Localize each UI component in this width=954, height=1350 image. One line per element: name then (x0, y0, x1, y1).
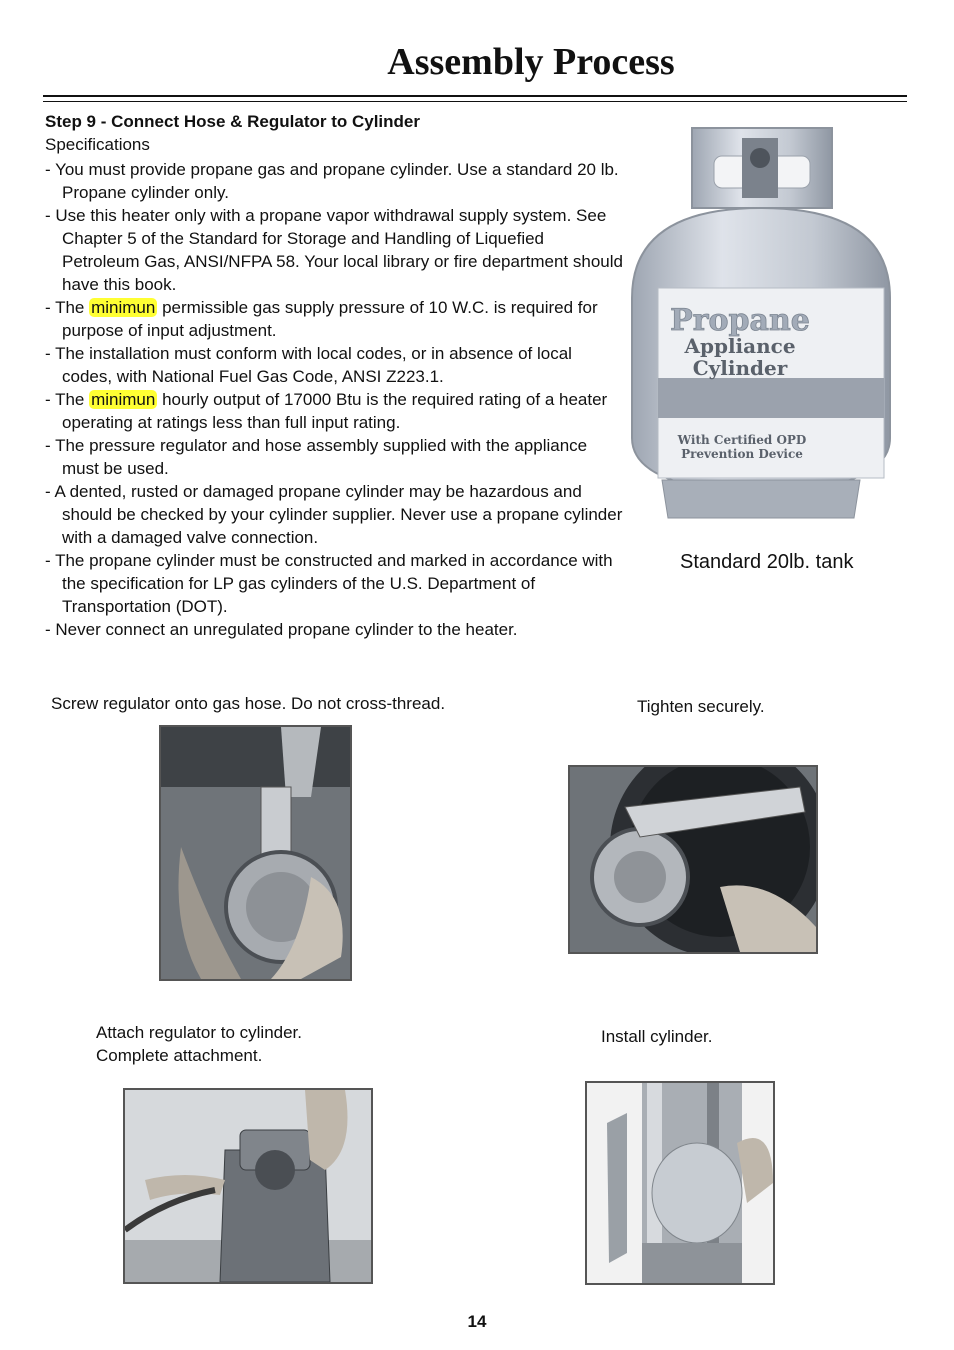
spec-item: - You must provide propane gas and propane cylinder. Use a standard 20 lb. Propane cylinder only. (45, 160, 619, 202)
spec-item: - Use this heater only with a propane vapor withdrawal supply system. See Chapter 5 of the Standard for Storage and Handling of Liquefied Petroleum Gas, ANSI/NFPA 58. Your local library or fire department should have this book. (45, 206, 623, 294)
tank-caption: Standard 20lb. tank (680, 551, 854, 573)
regulator-hose-photo (159, 725, 352, 981)
title-rule-thick (43, 95, 907, 97)
tighten-caption: Tighten securely. (637, 697, 765, 716)
spec-item: - A dented, rusted or damaged propane cylinder may be hazardous and should be checked by your cylinder supplier. Never use a propane cylinder with a damaged valve connection. (45, 482, 623, 547)
attach-caption-line-2: Complete attachment. (96, 1046, 263, 1065)
tank-label-propane: Propane (670, 303, 810, 338)
step-heading: Step 9 - Connect Hose & Regulator to Cylinder (45, 112, 420, 131)
tank-label-appliance: Appliance (684, 334, 796, 358)
attach-caption (96, 1021, 302, 1067)
title-rule-thin (43, 101, 907, 102)
spec-item: - The installation must conform with local codes, or in absence of local codes, with National Fuel Gas Code, ANSI Z223.1. (45, 344, 572, 386)
spec-item: - Never connect an unregulated propane cylinder to the heater. (45, 620, 518, 639)
propane-tank-image (622, 108, 900, 528)
highlight-minimun: minimun (91, 298, 156, 317)
attach-regulator-photo (123, 1088, 373, 1284)
tank-label-opd-2: Prevention Device (681, 447, 803, 461)
specifications-list (45, 158, 625, 641)
highlight-minimun: minimun (91, 390, 156, 409)
page-title: Assembly Process (387, 41, 675, 83)
attach-caption-line-1: Attach regulator to cylinder. (96, 1023, 303, 1042)
tank-label-cylinder: Cylinder (692, 356, 788, 380)
spec-item: - The propane cylinder must be constructed and marked in accordance with the specification for LP gas cylinders of the U.S. Department of Transportation (DOT). (45, 551, 613, 616)
screw-caption: Screw regulator onto gas hose. Do not cross-thread. (51, 694, 446, 713)
install-cylinder-photo (585, 1081, 775, 1285)
install-caption: Install cylinder. (601, 1027, 713, 1046)
specifications-label: Specifications (45, 135, 150, 154)
spec-item: - The minimun hourly output of 17000 Btu is the required rating of a heater operating at ratings less than full input rating. (45, 390, 608, 432)
spec-item: - The pressure regulator and hose assembly supplied with the appliance must be used. (45, 436, 588, 478)
tank-label-opd-1: With Certified OPD (677, 433, 807, 447)
wrench-tighten-photo (568, 765, 818, 954)
page-number: 14 (467, 1312, 487, 1331)
spec-item: - The minimun permissible gas supply pressure of 10 W.C. is required for purpose of input adjustment. (45, 298, 598, 340)
